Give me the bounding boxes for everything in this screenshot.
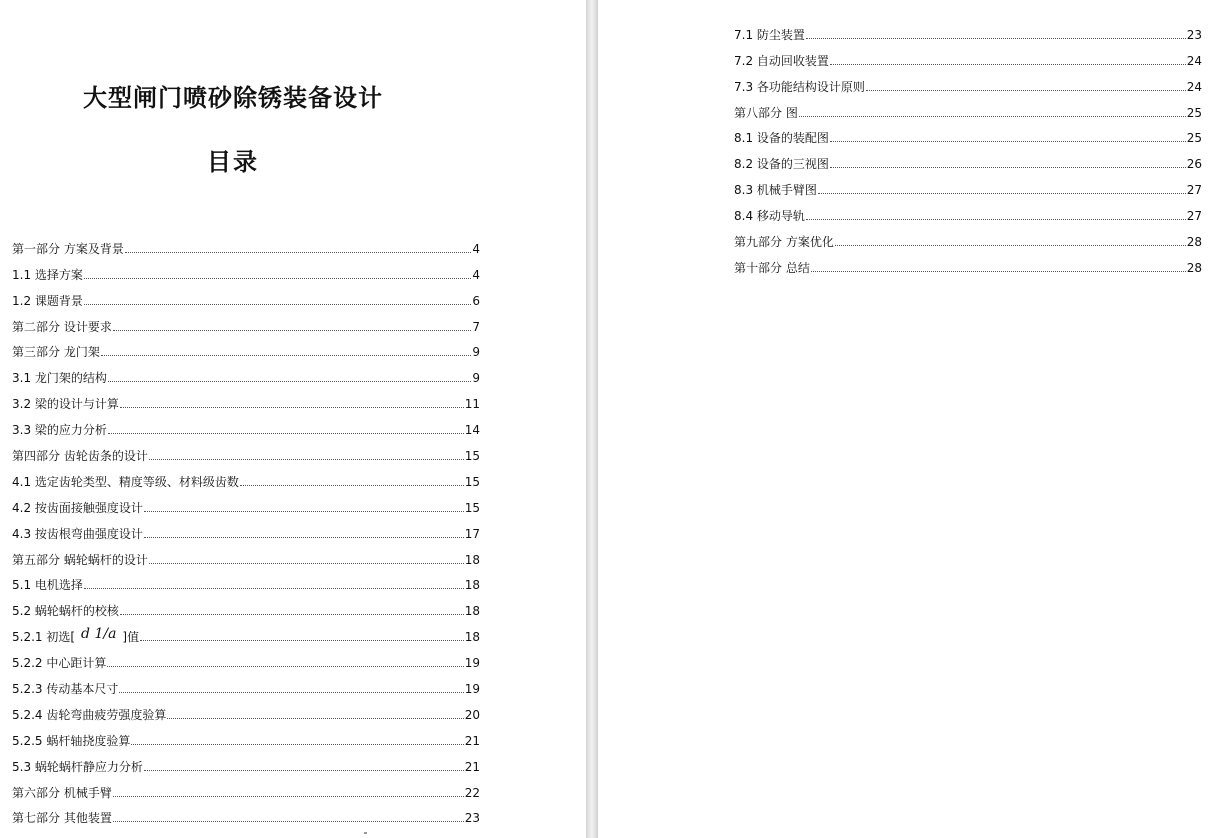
toc-entry-text: 1.1 选择方案 [12,267,83,282]
toc-entry-page: 24 [1186,53,1202,68]
toc-entry[interactable] [734,223,1202,249]
toc-entry-text: 7.2 自动回收装置 [734,53,829,68]
toc-entry-page: 15 [464,449,480,464]
toc-leader [149,459,464,460]
toc-entry-page: 22 [464,785,480,800]
toc-entry-text: 第一部分 方案及背景 [12,241,124,256]
toc-entry-text: 7.3 各功能结构设计原则 [734,79,865,94]
toc-entry-page: 18 [464,578,480,593]
toc-entry[interactable] [734,42,1202,68]
toc-entry[interactable] [734,145,1202,171]
toc-entry[interactable] [12,359,480,385]
toc-leader [167,718,463,719]
toc-entry-page: 15 [464,474,480,489]
toc-entry-formula[interactable] [12,618,480,644]
toc-entry-page: 20 [464,707,480,722]
toc-entry-text: 第六部分 机械手臂 [12,785,112,800]
page-right [598,0,1229,838]
page-left [0,0,586,838]
toc-entry-page: 26 [1186,157,1202,172]
toc-formula-suffix: ]值 [122,630,140,645]
toc-entry[interactable] [734,120,1202,146]
toc-entry[interactable] [12,696,480,722]
toc-list-right [734,16,1202,275]
toc-leader [811,271,1186,272]
toc-entry-text: 8.4 移动导轨 [734,209,805,224]
toc-entry-text: 5.2.3 传动基本尺寸 [12,682,119,697]
toc-entry[interactable] [12,567,480,593]
toc-entry[interactable] [12,800,480,826]
toc-entry[interactable] [12,592,480,618]
toc-entry-text: 第十部分 总结 [734,260,810,275]
toc-entry-page: 25 [1186,131,1202,146]
toc-entry[interactable] [12,334,480,360]
toc-leader [144,770,464,771]
toc-entry[interactable] [734,94,1202,120]
toc-entry[interactable] [12,489,480,515]
toc-leader [101,355,472,356]
toc-entry[interactable] [12,437,480,463]
toc-entry-text: 5.2.4 齿轮弯曲疲劳强度验算 [12,707,167,722]
toc-leader [108,381,471,382]
toc-entry[interactable] [734,249,1202,275]
toc-entry-text: 8.3 机械手臂图 [734,183,817,198]
toc-entry-page: 11 [464,397,480,412]
toc-entry-text: 5.3 蜗轮蜗杆静应力分析 [12,759,143,774]
toc-leader [119,692,463,693]
toc-entry-page: 23 [1186,27,1202,42]
toc-entry-page: 21 [464,733,480,748]
toc-entry[interactable] [12,411,480,437]
toc-entry-page: 15 [464,500,480,515]
toc-leader [866,90,1186,91]
toc-entry-text: 8.2 设备的三视图 [734,157,829,172]
document-title: 大型闸门喷砂除锈装备设计 [83,84,383,112]
toc-entry[interactable] [12,463,480,489]
toc-entry[interactable] [12,670,480,696]
toc-leader [149,563,464,564]
toc-leader [84,588,464,589]
toc-leader [830,64,1186,65]
toc-entry-text: 4.1 选定齿轮类型、精度等级、材料级齿数 [12,474,239,489]
toc-leader [113,821,464,822]
toc-entry[interactable] [12,644,480,670]
toc-leader [84,278,471,279]
toc-entry-page: 18 [464,604,480,619]
toc-entry[interactable] [12,385,480,411]
toc-entry-text: 第五部分 蜗轮蜗杆的设计 [12,552,148,567]
toc-entry-page: 4 [472,267,480,282]
toc-entry-text: 第八部分 图 [734,105,798,120]
toc-entry-text: 5.2 蜗轮蜗杆的校核 [12,604,119,619]
toc-entry-text: 3.1 龙门架的结构 [12,371,107,386]
toc-leader [144,511,464,512]
toc-entry-text: 5.2.5 蜗杆轴挠度验算 [12,733,131,748]
toc-entry-page: 23 [464,811,480,826]
toc-entry-page: 19 [464,656,480,671]
toc-leader [108,433,464,434]
toc-formula-prefix: 5.2.1 初选[ [12,630,76,645]
toc-leader [806,219,1186,220]
toc-entry-page: 9 [472,371,480,386]
toc-leader [799,116,1186,117]
toc-entry-text [12,626,140,645]
toc-leader [113,796,464,797]
toc-entry-text: 4.3 按齿根弯曲强度设计 [12,526,143,541]
toc-entry-page: 14 [464,423,480,438]
toc-entry-text: 5.1 电机选择 [12,578,83,593]
toc-entry[interactable] [12,230,480,256]
toc-entry-text: 第七部分 其他装置 [12,811,112,826]
toc-entry-page: 19 [464,682,480,697]
toc-entry-page: 24 [1186,79,1202,94]
toc-entry-page: 28 [1186,235,1202,250]
toc-leader [120,407,464,408]
toc-entry[interactable] [734,171,1202,197]
toc-entry-text: 第三部分 龙门架 [12,345,100,360]
toc-entry[interactable] [734,16,1202,42]
toc-entry[interactable] [12,722,480,748]
toc-entry-text: 第九部分 方案优化 [734,235,834,250]
toc-entry-text: 7.1 防尘装置 [734,27,805,42]
toc-entry-page: 25 [1186,105,1202,120]
page-gutter [586,0,598,838]
toc-heading: 目录 [207,148,259,176]
toc-leader [835,245,1186,246]
toc-entry-text: 8.1 设备的装配图 [734,131,829,146]
toc-leader [830,141,1186,142]
toc-entry-text: 第二部分 设计要求 [12,319,112,334]
toc-leader [144,537,464,538]
toc-leader [818,193,1186,194]
toc-entry-page: 7 [472,319,480,334]
toc-entry-page: 21 [464,759,480,774]
toc-entry-page: 18 [464,552,480,567]
toc-leader [830,167,1186,168]
toc-entry[interactable] [12,541,480,567]
toc-entry-page: 17 [464,526,480,541]
toc-entry-text: 1.2 课题背景 [12,293,83,308]
toc-entry-text: 第四部分 齿轮齿条的设计 [12,449,148,464]
toc-entry[interactable] [734,197,1202,223]
toc-entry[interactable] [12,774,480,800]
toc-entry[interactable] [12,256,480,282]
toc-entry-page: 4 [472,241,480,256]
toc-leader [240,485,464,486]
toc-entry-text: 3.3 梁的应力分析 [12,423,107,438]
toc-entry[interactable] [12,282,480,308]
toc-list-left [12,230,480,825]
toc-entry-text: 4.2 按齿面接触强度设计 [12,500,143,515]
toc-leader [140,640,464,641]
toc-leader [84,304,471,305]
toc-entry[interactable] [12,515,480,541]
toc-entry-page: 18 [464,630,480,645]
toc-entry-page: 27 [1186,209,1202,224]
toc-leader [131,744,463,745]
toc-leader [113,330,472,331]
toc-entry-text: 5.2.2 中心距计算 [12,656,107,671]
page-mark [364,832,367,834]
toc-entry[interactable] [734,68,1202,94]
toc-leader [120,614,464,615]
toc-leader [107,666,463,667]
toc-entry-page: 27 [1186,183,1202,198]
toc-leader [125,252,472,253]
toc-entry[interactable] [12,308,480,334]
toc-entry-page: 28 [1186,260,1202,275]
toc-entry-page: 6 [472,293,480,308]
toc-entry-page: 9 [472,345,480,360]
toc-entry-text: 3.2 梁的设计与计算 [12,397,119,412]
toc-leader [806,38,1186,39]
toc-entry[interactable] [12,748,480,774]
toc-formula: d 1/a [81,626,117,643]
